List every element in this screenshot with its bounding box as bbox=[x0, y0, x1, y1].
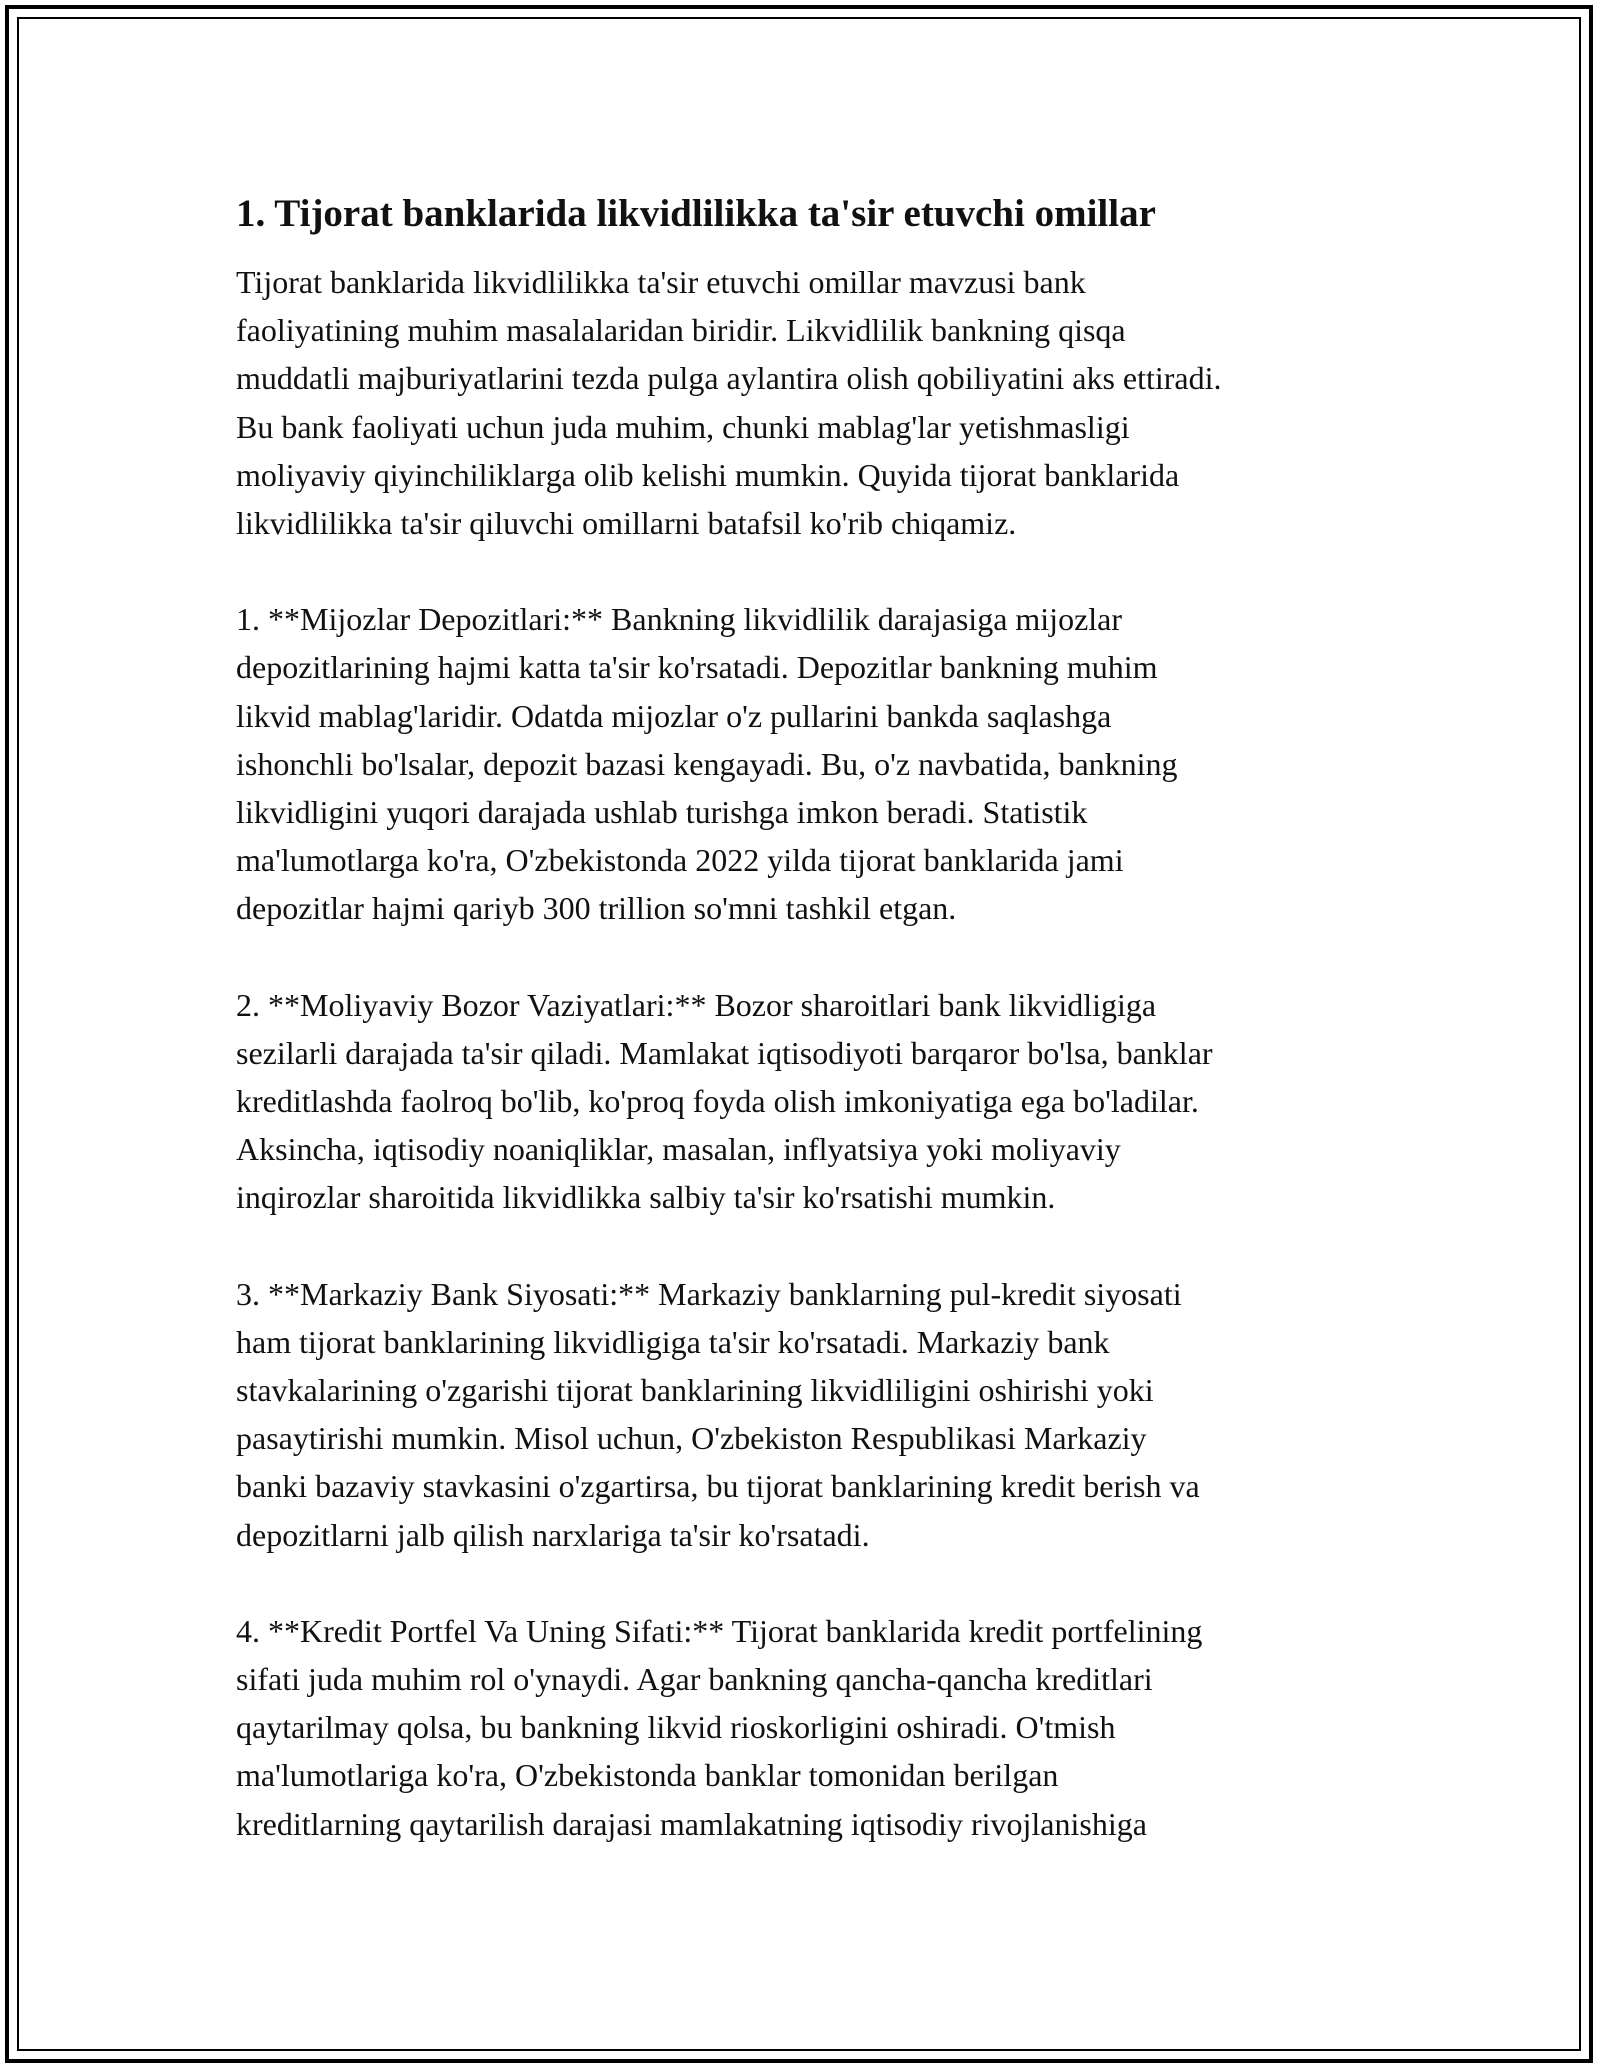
page-title: 1. Tijorat banklarida likvidlilikka ta'sir etuvchi omillar bbox=[236, 192, 1156, 235]
intro-paragraph: Tijorat banklarida likvidlilikka ta'sir etuvchi omillar mavzusi bank faoliyatining muhim masalalaridan biridir. Likvidlilik bankning qisqa muddatli majburiyatlarini tezda pulga aylantira olish qobiliyatini aks ettiradi. Bu bank faoliyati uchun juda muhim, chunki mablag'lar yetishmasligi moliyaviy qiyinchiliklarga olib kelishi mumkin. Quyida tijorat banklarida likvidlilikka ta'sir qiluvchi omillarni batafsil ko'rib chiqamiz. bbox=[236, 264, 1222, 542]
document-body bbox=[236, 188, 1386, 1896]
paragraph-moliyaviy-bozor: 2. **Moliyaviy Bozor Vaziyatlari:** Bozor sharoitlari bank likvidligiga sezilarli darajada ta'sir qiladi. Mamlakat iqtisodiyoti barqaror bo'lsa, banklar kreditlashda faolroq bo'lib, ko'proq foyda olish imkoniyatiga ega bo'ladilar. Aksincha, iqtisodiy noaniqliklar, masalan, inflyatsiya yoki moliyaviy inqirozlar sharoitida likvidlikka salbiy ta'sir ko'rsatishi mumkin. bbox=[236, 986, 1213, 1216]
paragraph-kredit-portfel: 4. **Kredit Portfel Va Uning Sifati:** Tijorat banklarida kredit portfelining sifati juda muhim rol o'ynaydi. Agar bankning qancha-qancha kreditlari qaytarilmay qolsa, bu bankning likvid rioskorligini oshiradi. O'tmish ma'lumotlariga ko'ra, O'zbekistonda banklar tomonidan berilgan kreditlarning qaytarilish darajasi mamlakatning iqtisodiy rivojlanishiga bbox=[236, 1612, 1203, 1842]
paragraph-mijozlar-depozitlari: 1. **Mijozlar Depozitlari:** Bankning likvidlilik darajasiga mijozlar depozitlarining hajmi katta ta'sir ko'rsatadi. Depozitlar bankning muhim likvid mablag'laridir. Odatda mijozlar o'z pullarini bankda saqlashga ishonchli bo'lsalar, depozit bazasi kengayadi. Bu, o'z navbatida, bankning likvidligini yuqori darajada ushlab turishga imkon beradi. Statistik ma'lumotlarga ko'ra, O'zbekistonda 2022 yilda tijorat banklarida jami depozitlar hajmi qariyb 300 trillion so'mni tashkil etgan. bbox=[236, 601, 1178, 927]
paragraph-markaziy-bank: 3. **Markaziy Bank Siyosati:** Markaziy banklarning pul-kredit siyosati ham tijorat banklarining likvidligiga ta'sir ko'rsatadi. Markaziy bank stavkalarining o'zgarishi tijorat banklarining likvidliligini oshirishi yoki pasaytirishi mumkin. Misol uchun, O'zbekiston Respublikasi Markaziy banki bazaviy stavkasini o'zgartirsa, bu tijorat banklarining kredit berish va depozitlarni jalb qilish narxlariga ta'sir ko'rsatadi. bbox=[236, 1275, 1200, 1553]
